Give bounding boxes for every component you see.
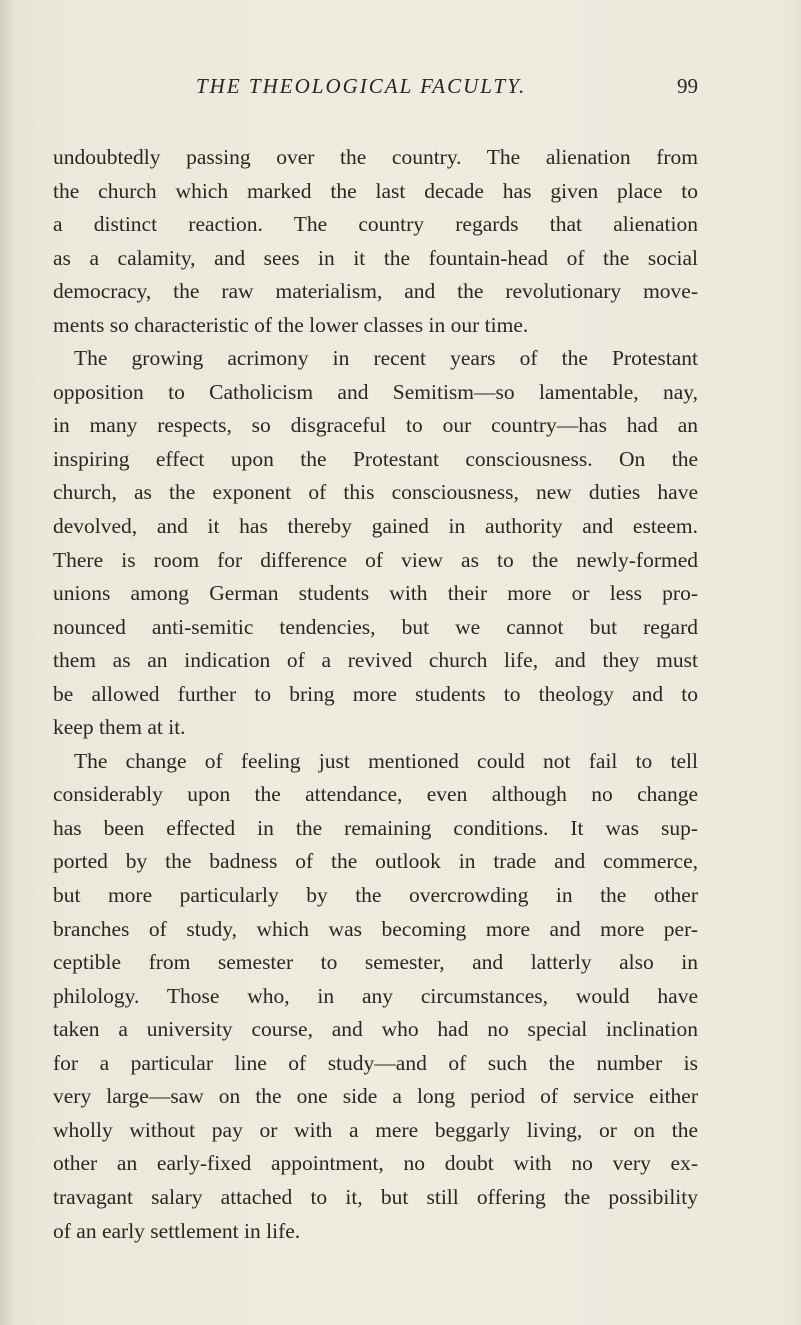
text-line: other an early-fixed appointment, no doubt with no very ex- [53, 1151, 698, 1176]
text-line: wholly without pay or with a mere beggarly living, or on the [53, 1117, 698, 1142]
text-line: travagant salary attached to it, but still offering the possibility [53, 1184, 698, 1209]
text-line: as a calamity, and sees in it the fountain-head of the social [53, 245, 698, 270]
text-line: undoubtedly passing over the country. The alienation from [53, 145, 698, 169]
text-line: philology. Those who, in any circumstances, would have [53, 983, 698, 1008]
text-line: of an early settlement in life. [53, 1218, 301, 1243]
text-line: nounced anti-semitic tendencies, but we cannot but regard [53, 614, 698, 639]
text-line: but more particularly by the overcrowding in the other [53, 883, 698, 908]
body-text [53, 141, 698, 1248]
text-line: considerably upon the attendance, even although no change [53, 782, 698, 807]
text-line: devolved, and it has thereby gained in authority and esteem. [53, 514, 698, 539]
text-line: unions among German students with their more or less pro- [53, 581, 698, 606]
text-line: ceptible from semester to semester, and latterly also in [53, 950, 698, 975]
text-line: ported by the badness of the outlook in trade and commerce, [53, 849, 698, 874]
text-line: The change of feeling just mentioned could not fail to tell [74, 748, 698, 773]
text-line: keep them at it. [53, 715, 186, 740]
text-line: opposition to Catholicism and Semitism—so lamentable, nay, [53, 379, 698, 404]
text-line: ments so characteristic of the lower classes in our time. [53, 312, 529, 337]
text-line: the church which marked the last decade has given place to [53, 178, 698, 203]
text-line: The growing acrimony in recent years of the Protestant [74, 346, 698, 371]
text-line: branches of study, which was becoming more and more per- [53, 916, 698, 941]
text-line: democracy, the raw materialism, and the revolutionary move- [53, 279, 698, 304]
text-line: There is room for difference of view as to the newly-formed [53, 547, 698, 572]
text-line: church, as the exponent of this consciousness, new duties have [53, 480, 698, 505]
running-header [196, 74, 698, 104]
text-line: in many respects, so disgraceful to our country—has had an [53, 413, 698, 438]
text-line: very large—saw on the one side a long period of service either [53, 1084, 698, 1109]
text-line: taken a university course, and who had no special inclination [53, 1017, 698, 1042]
text-line: for a particular line of study—and of such the number is [53, 1050, 698, 1075]
text-line: them as an indication of a revived church life, and they must [53, 648, 698, 673]
text-line: has been effected in the remaining conditions. It was sup- [53, 815, 698, 840]
running-title: THE THEOLOGICAL FACULTY. [196, 74, 527, 98]
text-line: inspiring effect upon the Protestant consciousness. On the [53, 446, 698, 471]
text-line: be allowed further to bring more students to theology and to [53, 681, 698, 706]
text-line: a distinct reaction. The country regards that alienation [53, 212, 698, 237]
page-number: 99 [677, 74, 698, 98]
page-gutter-shadow [0, 0, 14, 1325]
